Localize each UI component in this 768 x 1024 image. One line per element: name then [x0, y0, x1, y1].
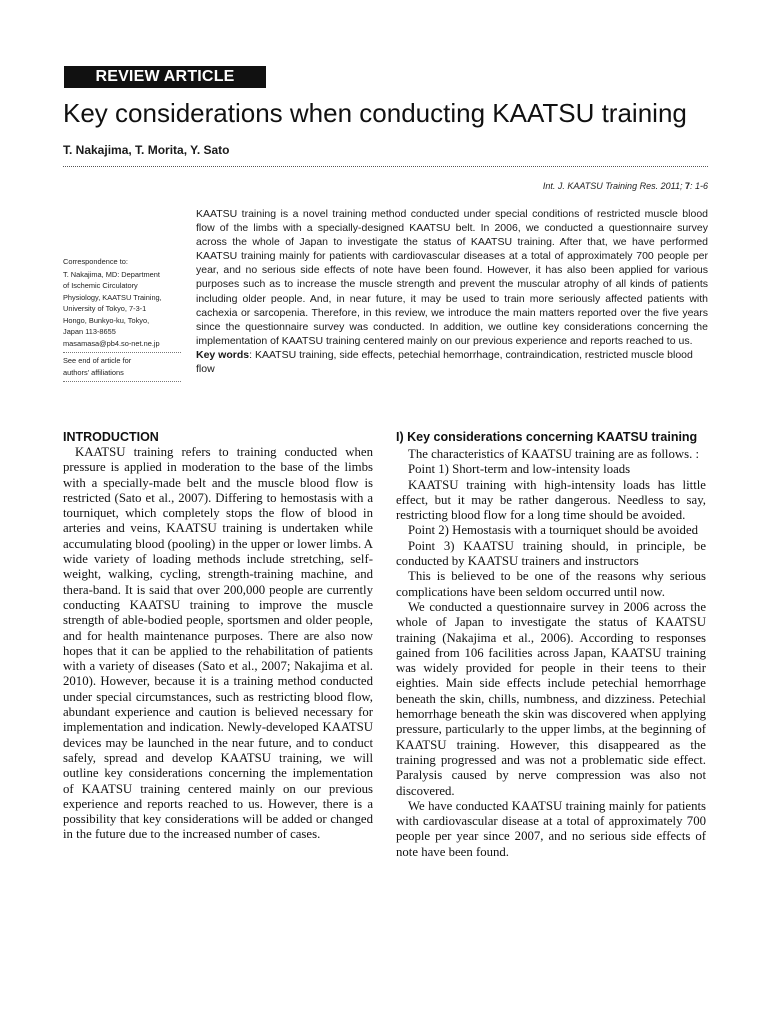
keywords-list: : KAATSU training, side effects, petechial hemorrhage, contraindication, restricted muscle blood flow [196, 348, 693, 376]
body-paragraph: The characteristics of KAATSU training are as follows. : [408, 447, 700, 461]
citation-journal: Int. J. KAATSU Training Res. [542, 181, 659, 191]
correspondence-label: Correspondence to: [63, 257, 128, 266]
abstract [196, 207, 708, 376]
sidebar-divider [63, 352, 181, 353]
correspondence-line: Physiology, KAATSU Training, [63, 292, 162, 302]
header-divider [63, 166, 708, 167]
introduction-heading: INTRODUCTION [63, 430, 159, 444]
correspondence-line: Hongo, Bunkyo-ku, Tokyo, [63, 315, 150, 325]
correspondence-line: University of Tokyo, 7-3-1 [63, 304, 147, 313]
section-heading: I) Key considerations concerning KAATSU training [396, 430, 698, 444]
right-column [396, 430, 706, 860]
citation-pages: : 1-6 [689, 181, 708, 191]
article-title: Key considerations when conducting KAATSU training [63, 98, 687, 128]
abstract-text: KAATSU training is a novel training method conducted under special conditions of restricted muscle blood flow of the limbs with a specially-designed KAATSU belt. In 2006, we conducted a questionnaire survey across the whole of Japan to investigate the status of KAATSU training. After that, we have performed KAATSU training mainly for patients with cardiovascular diseases at a total of approximately 700 people per year, and no serious side effects of note have been found. However, it has also been applied for various purposes such as to increase the muscle strength and prevent the muscular atrophy of all kinds of patients including older people. And, in near future, it may be used to train more seriously affected patients with cachexia or sarcopenia. Therefore, in this review, we introduce the main matters reported over the five years since the questionnaire survey was conducted. In addition, we outline key considerations concerning the implementation of KAATSU training centered mainly on our previous experience and reports reached to us. [196, 208, 708, 347]
correspondence-email: masamasa@pb4.so-net.ne.jp [63, 338, 160, 348]
introduction-paragraph: KAATSU training refers to training conducted when pressure is applied in moderation to the base of the limbs with a specially-made belt and the muscle blood flow is restricted (Sato et al., 2007). Differing to hemostasis with a tourniquet, which completely stops the flow of blood in arteries and veins, KAATSU training is undertaken while accumulating blood (pooling) in the upper or lower limbs. A wide variety of loading methods include stretching, self-weight, walking, cycling, strength-training machine, and thera-band. It is said that over 200,000 people are currently conducting KAATSU training to improve the muscle strength of able-bodied people, sportsmen and older people, and for health maintenance purposes. There are also now hopes that it can be applied to the rehabilitation of patients with a variety of diseases (Sato et al., 2007; Nakajima et al. 2010). However, because it is a training method conducted under special circumstances, such as restricting blood flow, abundant experience and caution is believed necessary for implementation and indication. Newly-developed KAATSU devices may be launched in the near future, and to conduct safely, spread and develop KAATSU training, we will outline key considerations concerning the implementation of KAATSU training centered mainly on our previous experience and reports reached to us. However, there is a possibility that key considerations will be added or changed in the future due to the increased number of cases. [63, 445, 373, 842]
body-paragraph: This is believed to be one of the reasons why serious complications have been seldom occurred until now. [396, 569, 706, 599]
left-column [63, 430, 373, 843]
correspondence-line: of Ischemic Circulatory [63, 281, 138, 290]
point-heading: Point 3) KAATSU training should, in principle, be conducted by KAATSU trainers and instructors [396, 538, 706, 569]
body-paragraph: We have conducted KAATSU training mainly for patients with cardiovascular disease at a total of approximately 700 people per year since 2007, and no serious side effects of note have been found. [396, 798, 706, 859]
author-list: T. Nakajima, T. Morita, Y. Sato [63, 143, 230, 157]
citation-volume: 7 [684, 181, 690, 191]
point-heading: Point 1) Short-term and low-intensity loads [408, 462, 631, 477]
correspondence-sidebar [63, 256, 183, 384]
sidebar-divider [63, 381, 181, 382]
affiliation-note-line: See end of article for [63, 356, 132, 365]
correspondence-line: T. Nakajima, MD: Department [63, 269, 160, 279]
body-paragraph: KAATSU training with high-intensity loads has little effect, but it may be rather dangerous. Needless to say, restricting blood flow for a long time should be avoided. [396, 477, 706, 523]
correspondence-line: Japan 113-8655 [63, 327, 116, 336]
body-paragraph: We conducted a questionnaire survey in 2006 across the whole of Japan to investigate the status of KAATSU training (Nakajima et al., 2006). According to responses gained from 106 facilities across Japan, KAATSU training was widely provided for people in their teens to their eighties. Main side effects include petechial hemorrhage beneath the skin, chills, numbness, and dizziness. Petechial hemorrhage beneath the skin was discovered when applying pressure, particularly to the upper limbs, at the beginning of KAATSU training. However, this disappeared as the training progressed and was not a problematic side effect. Paralysis caused by nerve compression was also not discovered. [396, 599, 706, 798]
keywords-label: Key words [196, 348, 250, 361]
journal-citation [543, 181, 708, 191]
citation-year: 2011; [660, 181, 683, 191]
article-type-badge: REVIEW ARTICLE [64, 66, 266, 88]
affiliation-note-line: authors' affiliations [63, 367, 124, 377]
point-heading: Point 2) Hemostasis with a tourniquet should be avoided [408, 523, 699, 538]
keywords-line [196, 348, 708, 376]
